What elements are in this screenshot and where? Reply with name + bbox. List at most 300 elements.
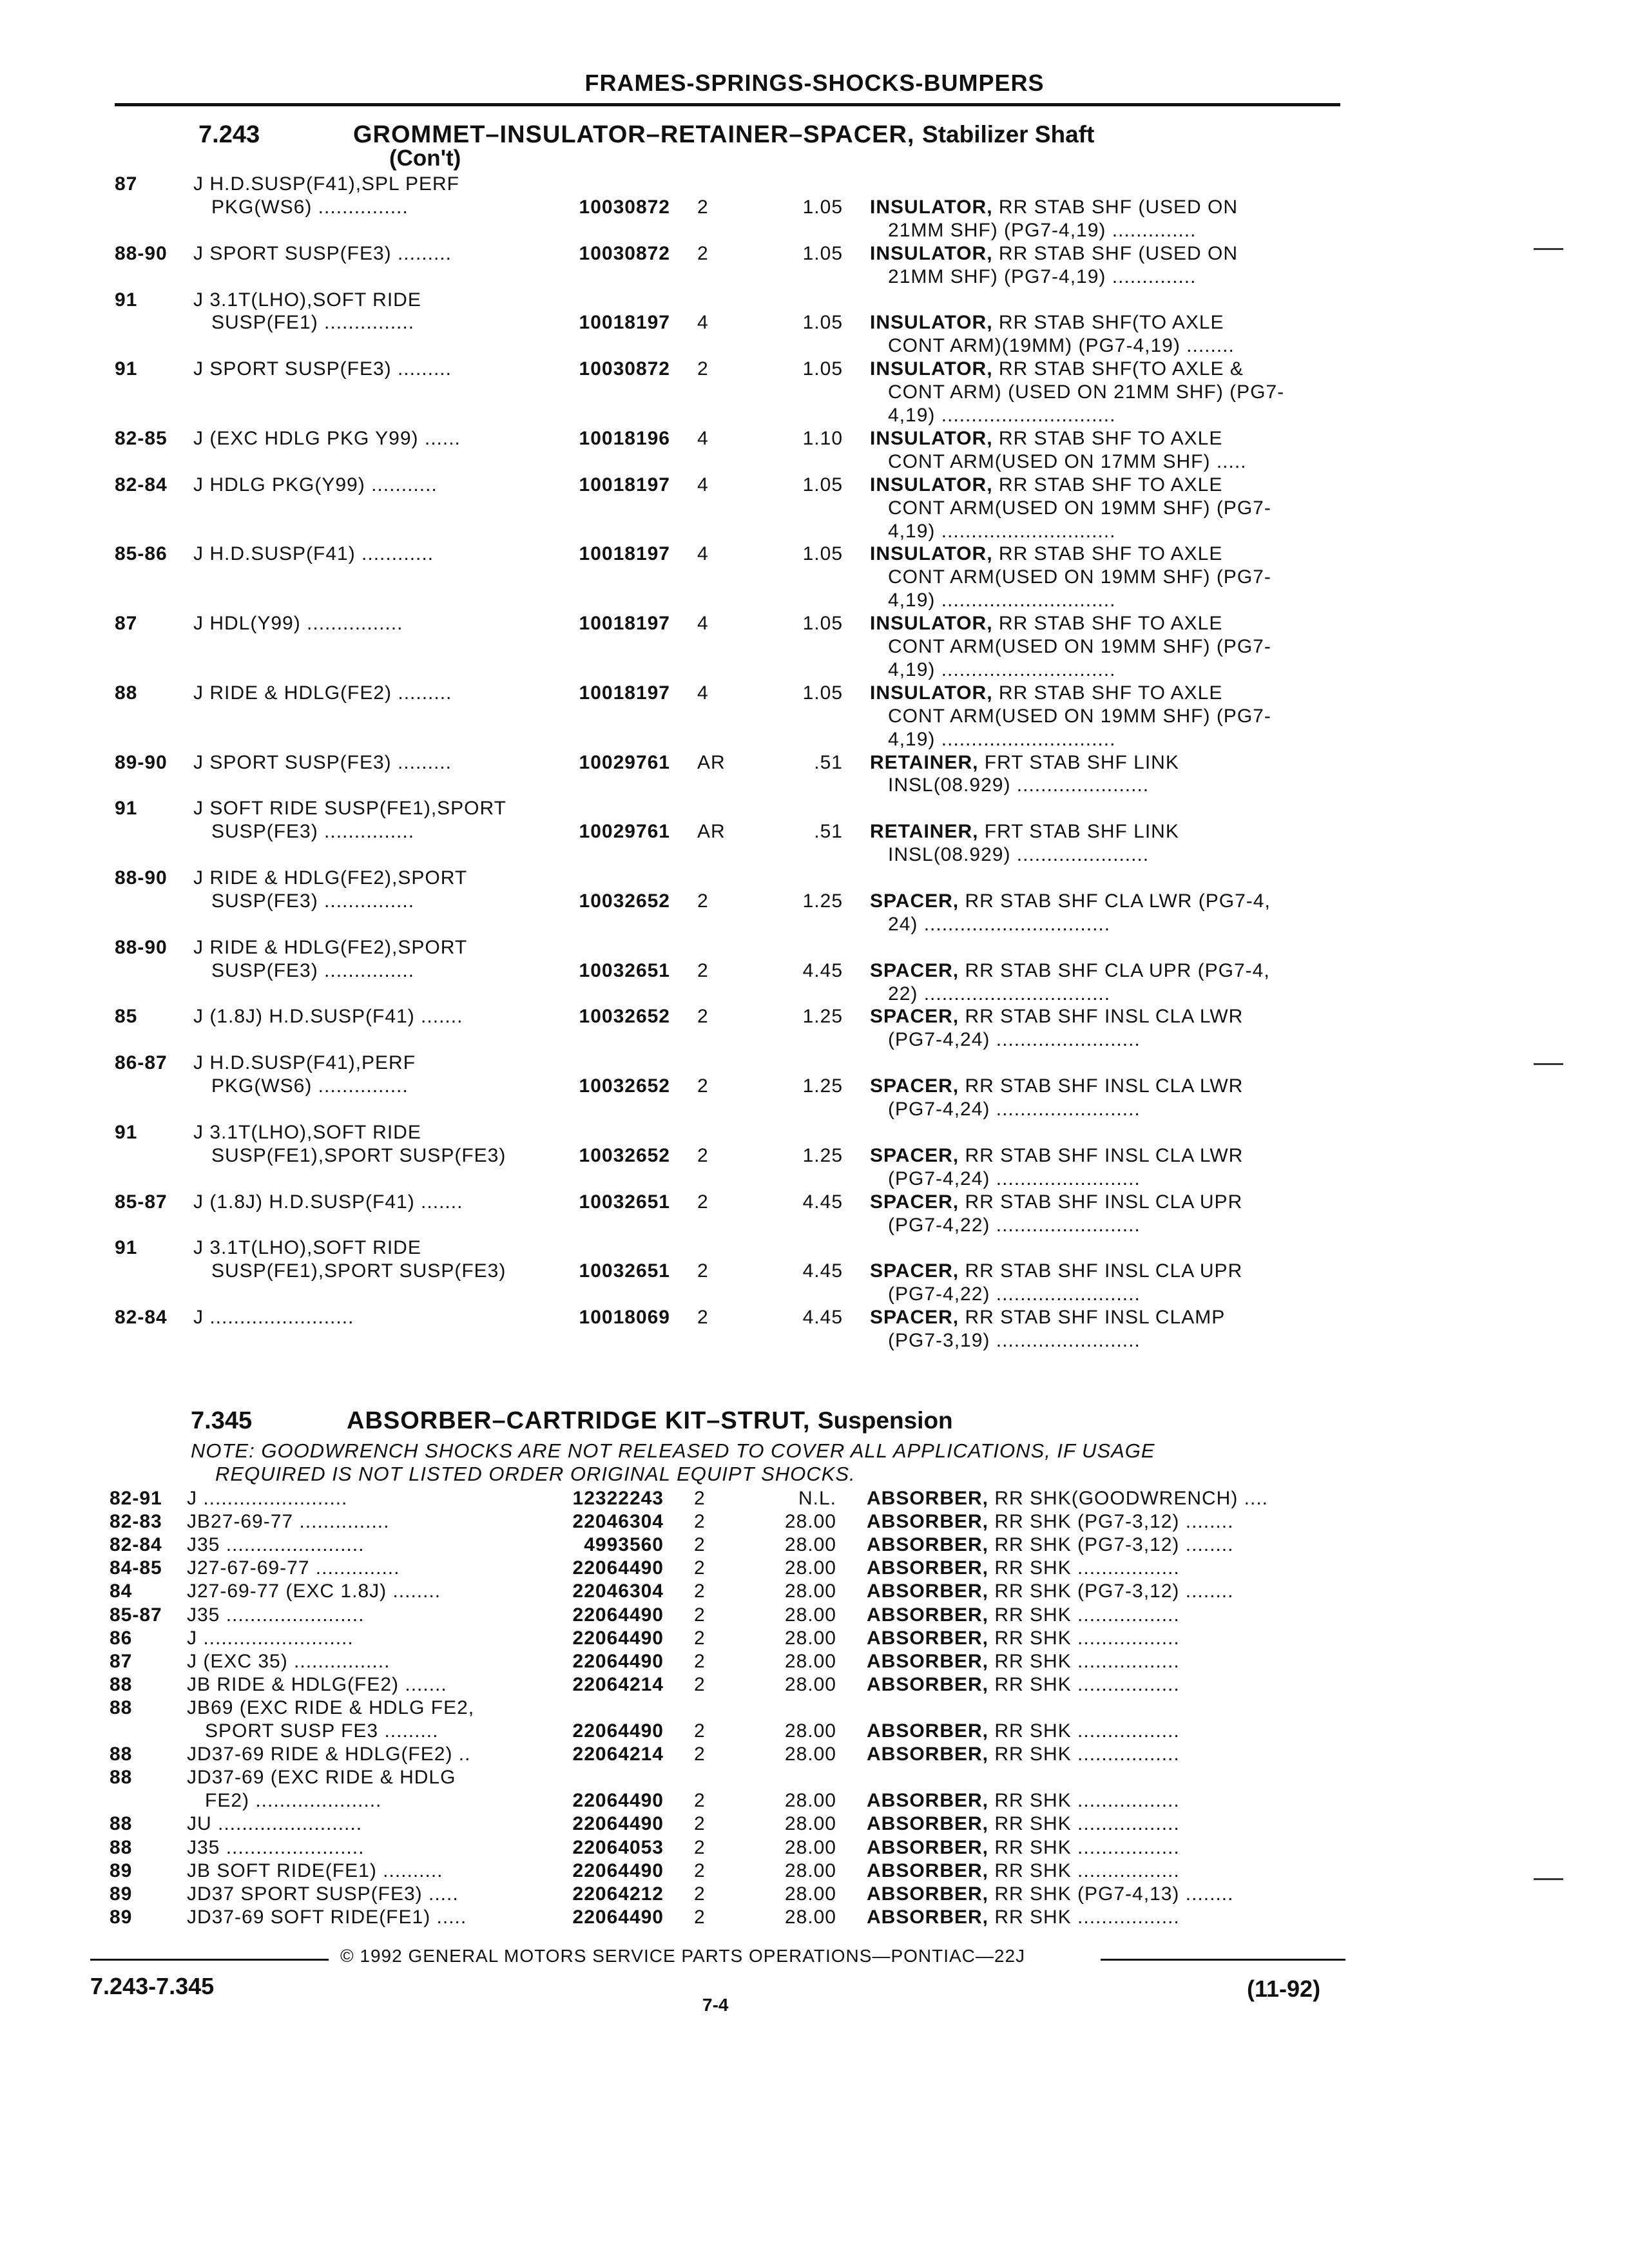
- price: 1.25: [802, 890, 843, 912]
- part-number: 22064490: [572, 1557, 664, 1579]
- application: J (EXC 35) ................: [187, 1650, 390, 1672]
- price: 28.00: [784, 1813, 836, 1835]
- quantity: 2: [694, 1627, 706, 1649]
- part-number: 22064214: [572, 1673, 664, 1695]
- model-years: 88: [110, 1696, 133, 1718]
- application: JB SOFT RIDE(FE1) ..........: [187, 1860, 443, 1881]
- price: 28.00: [784, 1836, 836, 1858]
- description-part-name: SPACER,: [870, 1191, 959, 1213]
- description-part-name: INSULATOR,: [870, 358, 993, 380]
- description: [870, 983, 1110, 1006]
- quantity: 2: [694, 1883, 706, 1905]
- section-2-number: 7.345: [191, 1407, 253, 1434]
- application: SUSP(FE1),SPORT SUSP(FE3): [193, 1260, 506, 1282]
- description: [867, 1557, 1180, 1580]
- description: [867, 1580, 1233, 1603]
- description: [870, 658, 1115, 682]
- description-text: RR SHK .................: [988, 1720, 1180, 1742]
- price: 1.05: [802, 682, 843, 704]
- description-part-name: ABSORBER,: [867, 1906, 989, 1928]
- model-years: 85-87: [115, 1191, 168, 1213]
- description: [870, 450, 1247, 474]
- price: 28.00: [784, 1604, 836, 1626]
- description: [867, 1673, 1180, 1696]
- application: J (1.8J) H.D.SUSP(F41) .......: [193, 1006, 463, 1028]
- description-part-name: SPACER,: [870, 1144, 959, 1166]
- description-text: INSL(08.929) ......................: [870, 774, 1150, 796]
- description: [870, 751, 1179, 774]
- margin-tick: [1534, 1878, 1563, 1880]
- model-years: 89: [110, 1860, 133, 1881]
- quantity: 2: [697, 1075, 709, 1097]
- description: [870, 265, 1196, 289]
- model-years: 86: [110, 1627, 133, 1649]
- application: J 3.1T(LHO),SOFT RIDE: [193, 1237, 421, 1259]
- application: J35 .......................: [187, 1534, 365, 1556]
- price: 28.00: [784, 1650, 836, 1672]
- description-text: RR STAB SHF (USED ON: [992, 196, 1239, 218]
- description-text: CONT ARM) (USED ON 21MM SHF) (PG7-: [870, 381, 1285, 403]
- model-years: 82-83: [110, 1511, 162, 1533]
- description-text: CONT ARM(USED ON 19MM SHF) (PG7-: [870, 705, 1271, 727]
- description: [870, 820, 1179, 843]
- part-number: 10018196: [579, 427, 670, 449]
- part-number: 10018197: [579, 682, 670, 704]
- description-part-name: ABSORBER,: [867, 1673, 989, 1695]
- model-years: 84-85: [110, 1557, 162, 1579]
- description-part-name: INSULATOR,: [870, 474, 993, 495]
- model-years: 87: [110, 1650, 133, 1672]
- price: 28.00: [784, 1673, 836, 1695]
- description-text: RR SHK .................: [988, 1557, 1180, 1579]
- description-text: RR SHK .................: [988, 1673, 1180, 1695]
- application: J ........................: [187, 1488, 348, 1509]
- application: PKG(WS6) ...............: [193, 1075, 409, 1097]
- section-1-number: 7.243: [198, 121, 260, 148]
- description-text: (PG7-4,22) ........................: [870, 1283, 1141, 1305]
- description-text: 21MM SHF) (PG7-4,19) ..............: [870, 265, 1197, 287]
- description: [870, 1214, 1141, 1237]
- application: PKG(WS6) ...............: [193, 196, 409, 218]
- quantity: 2: [694, 1906, 706, 1928]
- description: [870, 1283, 1141, 1306]
- description: [870, 705, 1271, 728]
- price: 1.10: [802, 427, 843, 449]
- page-title: FRAMES-SPRINGS-SHOCKS-BUMPERS: [584, 70, 1045, 96]
- description-text: CONT ARM(USED ON 19MM SHF) (PG7-: [870, 566, 1271, 588]
- description: [870, 612, 1222, 635]
- description: [870, 843, 1149, 867]
- header-rule: [115, 103, 1340, 106]
- quantity: 4: [697, 427, 709, 449]
- description-text: RR SHK (PG7-4,13) ........: [988, 1883, 1234, 1905]
- part-number: 12322243: [572, 1488, 664, 1509]
- application: J 3.1T(LHO),SOFT RIDE: [193, 289, 421, 311]
- application: J RIDE & HDLG(FE2),SPORT: [193, 867, 468, 889]
- model-years: 86-87: [115, 1052, 168, 1074]
- price: N.L.: [798, 1488, 836, 1509]
- section-2-title-main: ABSORBER–CARTRIDGE KIT–STRUT,: [347, 1407, 811, 1434]
- quantity: 2: [697, 358, 709, 380]
- part-number: 10030872: [579, 242, 670, 264]
- part-number: 10032652: [579, 1075, 670, 1097]
- description: [870, 404, 1115, 427]
- price: 4.45: [802, 959, 843, 981]
- description: [870, 1306, 1225, 1329]
- price: 1.05: [802, 474, 843, 495]
- model-years: 88: [110, 1836, 133, 1858]
- price: 28.00: [784, 1790, 836, 1812]
- description: [870, 728, 1115, 751]
- model-years: 88: [115, 682, 138, 704]
- quantity: 2: [694, 1534, 706, 1556]
- part-number: 22064490: [572, 1604, 664, 1626]
- description: [870, 1028, 1141, 1052]
- quantity: 2: [697, 959, 709, 981]
- description-part-name: ABSORBER,: [867, 1720, 989, 1742]
- description-part-name: INSULATOR,: [870, 427, 993, 449]
- description-text: RR STAB SHF TO AXLE: [992, 613, 1223, 635]
- model-years: 88: [110, 1813, 133, 1835]
- description: [870, 682, 1222, 705]
- description-text: RR SHK .................: [988, 1836, 1180, 1858]
- description: [867, 1789, 1180, 1812]
- description-text: INSL(08.929) ......................: [870, 844, 1150, 866]
- footer-section-range: 7.243-7.345: [90, 1973, 215, 1999]
- model-years: 82-84: [110, 1534, 162, 1556]
- application: J (1.8J) H.D.SUSP(F41) .......: [193, 1191, 463, 1213]
- description-text: RR SHK .................: [988, 1790, 1180, 1812]
- model-years: 82-91: [110, 1488, 162, 1509]
- description: [867, 1487, 1268, 1510]
- description-text: RR SHK (PG7-3,12) ........: [988, 1581, 1234, 1602]
- model-years: 89: [110, 1906, 133, 1928]
- model-years: 85-86: [115, 543, 168, 565]
- price: 28.00: [784, 1511, 836, 1533]
- model-years: 82-85: [115, 427, 168, 449]
- description-text: RR SHK .................: [988, 1650, 1180, 1672]
- part-number: 10018197: [579, 312, 670, 334]
- part-number: 10032651: [579, 959, 670, 981]
- description: [867, 1836, 1180, 1860]
- price: 1.25: [802, 1006, 843, 1028]
- part-number: 22046304: [572, 1511, 664, 1533]
- part-number: 22064490: [572, 1790, 664, 1812]
- description-part-name: INSULATOR,: [870, 242, 993, 264]
- description: [870, 196, 1238, 219]
- model-years: 82-84: [115, 1307, 168, 1329]
- quantity: 4: [697, 543, 709, 565]
- description-text: RR STAB SHF TO AXLE: [992, 682, 1223, 704]
- description: [867, 1510, 1233, 1533]
- price: .51: [814, 751, 843, 773]
- description-text: RR STAB SHF INSL CLA UPR: [959, 1191, 1243, 1213]
- application: FE2) .....................: [187, 1790, 382, 1812]
- description-part-name: INSULATOR,: [870, 543, 993, 565]
- model-years: 88: [110, 1673, 133, 1695]
- price: .51: [814, 821, 843, 843]
- description: [870, 497, 1271, 520]
- quantity: 2: [694, 1604, 706, 1626]
- quantity: 2: [694, 1860, 706, 1881]
- application: SUSP(FE3) ...............: [193, 821, 415, 843]
- description-text: 4,19) .............................: [870, 658, 1116, 680]
- application: SPORT SUSP FE3 .........: [187, 1720, 439, 1742]
- quantity: 2: [697, 1191, 709, 1213]
- description-text: CONT ARM(USED ON 17MM SHF) .....: [870, 450, 1247, 472]
- quantity: 4: [697, 682, 709, 704]
- description-text: RR STAB SHF CLA UPR (PG7-4,: [959, 959, 1270, 981]
- description-part-name: INSULATOR,: [870, 613, 993, 635]
- description-text: RR STAB SHF INSL CLA LWR: [959, 1144, 1244, 1166]
- description-text: CONT ARM(USED ON 19MM SHF) (PG7-: [870, 636, 1271, 657]
- model-years: 85-87: [110, 1604, 162, 1626]
- part-number: 10032652: [579, 1144, 670, 1166]
- part-number: 22064490: [572, 1906, 664, 1928]
- part-number: 22064490: [572, 1627, 664, 1649]
- description-part-name: ABSORBER,: [867, 1534, 989, 1556]
- price: 4.45: [802, 1307, 843, 1329]
- part-number: 10029761: [579, 751, 670, 773]
- price: 1.05: [802, 196, 843, 218]
- quantity: 2: [697, 1307, 709, 1329]
- description: [867, 1743, 1180, 1766]
- description-text: RR SHK .................: [988, 1906, 1180, 1928]
- description: [870, 358, 1244, 381]
- part-number: 10029761: [579, 821, 670, 843]
- quantity: 2: [694, 1581, 706, 1602]
- footer-date: (11-92): [1247, 1975, 1321, 2002]
- part-number: 10018197: [579, 474, 670, 495]
- description-part-name: ABSORBER,: [867, 1557, 989, 1579]
- model-years: 89-90: [115, 751, 168, 773]
- description: [870, 913, 1110, 936]
- application: J (EXC HDLG PKG Y99) ......: [193, 427, 461, 449]
- price: 28.00: [784, 1534, 836, 1556]
- description: [870, 1260, 1242, 1283]
- footer-rule-left: [90, 1959, 329, 1961]
- description: [870, 1329, 1141, 1352]
- description-part-name: SPACER,: [870, 890, 959, 912]
- quantity: 2: [697, 1006, 709, 1028]
- quantity: 2: [694, 1813, 706, 1835]
- part-number: 10018069: [579, 1307, 670, 1329]
- description-part-name: ABSORBER,: [867, 1883, 989, 1905]
- description-text: CONT ARM(USED ON 19MM SHF) (PG7-: [870, 497, 1271, 519]
- model-years: 91: [115, 1237, 138, 1259]
- quantity: 2: [697, 242, 709, 264]
- model-years: 88: [110, 1767, 133, 1789]
- description-part-name: SPACER,: [870, 1075, 959, 1097]
- description-text: 24) ...............................: [870, 913, 1111, 935]
- description-part-name: INSULATOR,: [870, 682, 993, 704]
- application: SUSP(FE1),SPORT SUSP(FE3): [193, 1144, 506, 1166]
- price: 28.00: [784, 1860, 836, 1881]
- price: 4.45: [802, 1191, 843, 1213]
- description: [867, 1720, 1180, 1743]
- application: J H.D.SUSP(F41),SPL PERF: [193, 173, 459, 195]
- description-part-name: ABSORBER,: [867, 1836, 989, 1858]
- description-part-name: ABSORBER,: [867, 1860, 989, 1881]
- description-text: RR SHK .................: [988, 1627, 1180, 1649]
- description-text: RR STAB SHF TO AXLE: [992, 427, 1223, 449]
- part-number: 22064212: [572, 1883, 664, 1905]
- description-text: RR STAB SHF(TO AXLE &: [992, 358, 1244, 380]
- footer-rule-right: [1101, 1959, 1345, 1961]
- description-text: (PG7-3,19) ........................: [870, 1330, 1141, 1351]
- part-number: 10032652: [579, 1006, 670, 1028]
- quantity: AR: [697, 821, 726, 843]
- part-number: 4993560: [584, 1534, 664, 1556]
- price: 1.25: [802, 1075, 843, 1097]
- description-text: 4,19) .............................: [870, 520, 1116, 542]
- model-years: 89: [110, 1883, 133, 1905]
- description-text: (PG7-4,24) ........................: [870, 1168, 1141, 1189]
- description: [870, 311, 1224, 334]
- application: SUSP(FE1) ...............: [193, 312, 415, 334]
- description-text: 21MM SHF) (PG7-4,19) ..............: [870, 219, 1197, 241]
- description-part-name: ABSORBER,: [867, 1581, 989, 1602]
- part-number: 10018197: [579, 543, 670, 565]
- description-part-name: SPACER,: [870, 1260, 959, 1282]
- application: SUSP(FE3) ...............: [193, 959, 415, 981]
- description-part-name: ABSORBER,: [867, 1488, 989, 1509]
- quantity: 4: [697, 312, 709, 334]
- description: [870, 566, 1271, 589]
- description: [870, 543, 1222, 566]
- description-text: 4,19) .............................: [870, 405, 1116, 426]
- application: SUSP(FE3) ...............: [193, 890, 415, 912]
- section-2-note-line-1: NOTE: GOODWRENCH SHOCKS ARE NOT RELEASED TO COVER ALL APPLICATIONS, IF USAGE: [191, 1439, 1155, 1462]
- application: J 3.1T(LHO),SOFT RIDE: [193, 1121, 421, 1143]
- price: 1.05: [802, 358, 843, 380]
- description: [867, 1533, 1233, 1557]
- description: [867, 1812, 1180, 1836]
- quantity: 2: [694, 1488, 706, 1509]
- description-part-name: SPACER,: [870, 1307, 959, 1329]
- application: J SPORT SUSP(FE3) .........: [193, 751, 452, 773]
- quantity: 2: [694, 1673, 706, 1695]
- description: [870, 1075, 1243, 1098]
- description: [870, 959, 1270, 983]
- application: JD37-69 RIDE & HDLG(FE2) ..: [187, 1744, 471, 1765]
- description: [870, 219, 1196, 242]
- description-text: (PG7-4,24) ........................: [870, 1029, 1141, 1051]
- part-number: 10030872: [579, 358, 670, 380]
- model-years: 84: [110, 1581, 133, 1602]
- description: [870, 890, 1271, 913]
- model-years: 87: [115, 173, 138, 195]
- description: [867, 1860, 1180, 1883]
- part-number: 22064490: [572, 1720, 664, 1742]
- description-text: RR SHK(GOODWRENCH) ....: [988, 1488, 1269, 1509]
- description-text: RR STAB SHF CLA LWR (PG7-4,: [959, 890, 1271, 912]
- description-text: RR STAB SHF INSL CLA UPR: [959, 1260, 1243, 1282]
- price: 28.00: [784, 1720, 836, 1742]
- part-number: 22064214: [572, 1744, 664, 1765]
- description: [870, 635, 1271, 658]
- quantity: 2: [694, 1650, 706, 1672]
- description-text: RR STAB SHF INSL CLA LWR: [959, 1006, 1244, 1028]
- quantity: 2: [694, 1836, 706, 1858]
- price: 4.45: [802, 1260, 843, 1282]
- description-part-name: SPACER,: [870, 1006, 959, 1028]
- description: [870, 1191, 1242, 1214]
- description-text: (PG7-4,22) ........................: [870, 1214, 1141, 1236]
- application: J27-69-77 (EXC 1.8J) ........: [187, 1581, 441, 1602]
- description-text: FRT STAB SHF LINK: [978, 751, 1179, 773]
- application: JB69 (EXC RIDE & HDLG FE2,: [187, 1696, 475, 1718]
- quantity: 2: [697, 196, 709, 218]
- description-text: RR SHK .................: [988, 1604, 1180, 1626]
- application: JD37 SPORT SUSP(FE3) .....: [187, 1883, 459, 1905]
- application: J H.D.SUSP(F41) ............: [193, 543, 434, 565]
- description: [870, 589, 1115, 612]
- quantity: 2: [694, 1720, 706, 1742]
- description-text: RR SHK (PG7-3,12) ........: [988, 1534, 1234, 1556]
- quantity: 2: [694, 1557, 706, 1579]
- description-text: RR SHK (PG7-3,12) ........: [988, 1511, 1234, 1533]
- model-years: 88-90: [115, 242, 168, 264]
- section-1-title: [353, 121, 1094, 149]
- description-text: RR STAB SHF TO AXLE: [992, 543, 1223, 565]
- quantity: 2: [694, 1511, 706, 1533]
- application: J27-67-69-77 ..............: [187, 1557, 400, 1579]
- description-part-name: ABSORBER,: [867, 1744, 989, 1765]
- description: [870, 334, 1235, 358]
- application: J HDLG PKG(Y99) ...........: [193, 474, 438, 495]
- copyright-notice: © 1992 GENERAL MOTORS SERVICE PARTS OPERATIONS—PONTIAC—22J: [340, 1946, 1026, 1966]
- part-number: 22046304: [572, 1581, 664, 1602]
- application: J .........................: [187, 1627, 354, 1649]
- quantity: 2: [694, 1790, 706, 1812]
- price: 28.00: [784, 1883, 836, 1905]
- section-2-subtitle: Suspension: [817, 1407, 953, 1434]
- section-2-note-line-2: REQUIRED IS NOT LISTED ORDER ORIGINAL EQUIPT SHOCKS.: [215, 1463, 856, 1485]
- application: J HDL(Y99) ................: [193, 613, 403, 635]
- description-text: RR STAB SHF INSL CLAMP: [959, 1307, 1226, 1329]
- application: JB27-69-77 ...............: [187, 1511, 390, 1533]
- description: [870, 427, 1222, 450]
- section-1-title-main: GROMMET–INSULATOR–RETAINER–SPACER,: [353, 121, 915, 148]
- price: 28.00: [784, 1557, 836, 1579]
- description-part-name: ABSORBER,: [867, 1790, 989, 1812]
- margin-tick: [1534, 1063, 1563, 1065]
- application: JU ........................: [187, 1813, 363, 1835]
- description-text: RR STAB SHF TO AXLE: [992, 474, 1223, 495]
- description-text: CONT ARM)(19MM) (PG7-4,19) ........: [870, 335, 1235, 357]
- description-text: RR STAB SHF (USED ON: [992, 242, 1239, 264]
- description: [870, 474, 1222, 497]
- quantity: 2: [697, 1260, 709, 1282]
- description-text: RR STAB SHF INSL CLA LWR: [959, 1075, 1244, 1097]
- description-text: (PG7-4,24) ........................: [870, 1099, 1141, 1120]
- description-text: RR SHK .................: [988, 1860, 1180, 1881]
- part-number: 22064490: [572, 1860, 664, 1881]
- description: [867, 1604, 1180, 1627]
- description-part-name: ABSORBER,: [867, 1627, 989, 1649]
- part-number: 10030872: [579, 196, 670, 218]
- application: J ........................: [193, 1307, 354, 1329]
- application: J35 .......................: [187, 1836, 365, 1858]
- model-years: 88-90: [115, 936, 168, 958]
- application: J SOFT RIDE SUSP(FE1),SPORT: [193, 798, 506, 820]
- model-years: 91: [115, 358, 138, 380]
- description: [870, 1144, 1243, 1168]
- description-text: FRT STAB SHF LINK: [978, 821, 1179, 843]
- quantity: 4: [697, 474, 709, 495]
- description: [870, 381, 1284, 404]
